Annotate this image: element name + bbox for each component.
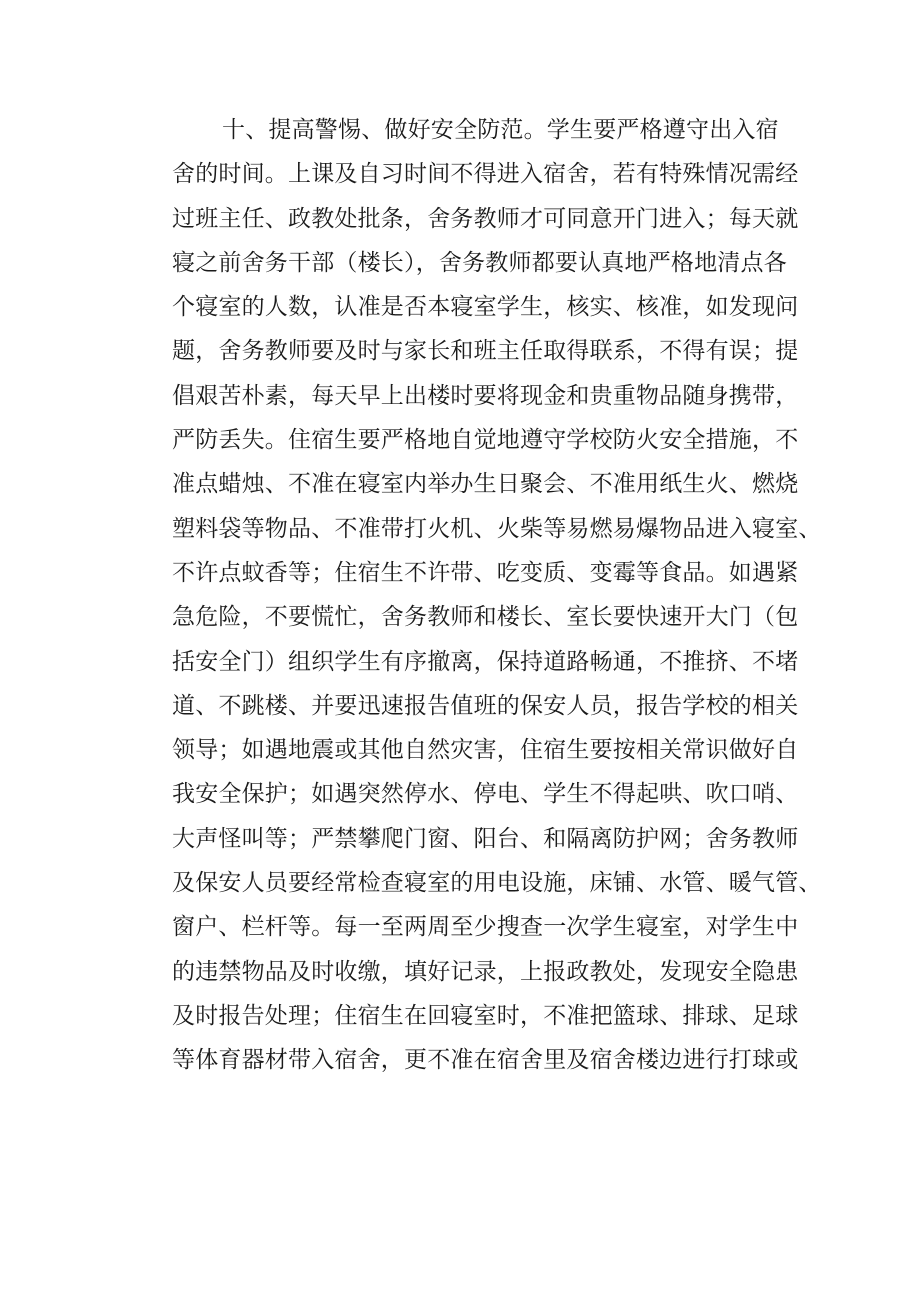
text-line: 舍的时间。上课及自习时间不得进入宿舍，若有特殊情况需经 — [172, 161, 799, 188]
text-line: 窗户、栏杆等。每一至两周至少搜查一次学生寝室，对学生中 — [172, 914, 799, 941]
text-line: 准点蜡烛、不准在寝室内举办生日聚会、不准用纸生火、燃烧 — [172, 471, 799, 498]
text-line: 过班主任、政教处批条，舍务教师才可同意开门进入；每天就 — [172, 205, 799, 232]
text-line: 大声怪叫等；严禁攀爬门窗、阳台、和隔离防护网；舍务教师 — [172, 825, 799, 852]
text-line: 括安全门）组织学生有序撤离，保持道路畅通，不推挤、不堵 — [172, 648, 799, 675]
text-line: 的违禁物品及时收缴，填好记录，上报政教处，发现安全隐患 — [172, 958, 799, 985]
text-line: 我安全保护；如遇突然停水、停电、学生不得起哄、吹口哨、 — [172, 781, 799, 808]
text-line: 不许点蚊香等；住宿生不许带、吃变质、变霉等食品。如遇紧 — [172, 559, 799, 586]
text-line: 塑料袋等物品、不准带打火机、火柴等易燃易爆物品进入寝室、 — [172, 515, 822, 542]
text-line: 寝之前舍务干部（楼长），舍务教师都要认真地严格地清点各 — [172, 249, 787, 276]
text-line: 个寝室的人数，认准是否本寝室学生，核实、核准，如发现问 — [172, 294, 799, 321]
paragraph — [172, 108, 822, 1083]
text-line: 十、提高警惕、做好安全防范。学生要严格遵守出入宿 — [222, 117, 779, 143]
text-line: 严防丢失。住宿生要严格地自觉地遵守学校防火安全措施，不 — [172, 427, 799, 454]
text-line: 及时报告处理；住宿生在回寝室时，不准把篮球、排球、足球 — [172, 1002, 799, 1029]
text-line: 题，舍务教师要及时与家长和班主任取得联系，不得有误；提 — [172, 338, 799, 365]
text-line: 倡艰苦朴素，每天早上出楼时要将现金和贵重物品随身携带， — [172, 382, 799, 409]
text-line: 等体育器材带入宿舍，更不准在宿舍里及宿舍楼边进行打球或 — [172, 1047, 799, 1074]
text-line: 领导；如遇地震或其他自然灾害，住宿生要按相关常识做好自 — [172, 737, 799, 764]
text-line: 道、不跳楼、并要迅速报告值班的保安人员，报告学校的相关 — [172, 692, 799, 719]
text-line: 及保安人员要经常检查寝室的用电设施，床铺、水管、暖气管、 — [172, 870, 822, 897]
text-line: 急危险，不要慌忙，舍务教师和楼长、室长要快速开大门（包 — [172, 604, 799, 631]
